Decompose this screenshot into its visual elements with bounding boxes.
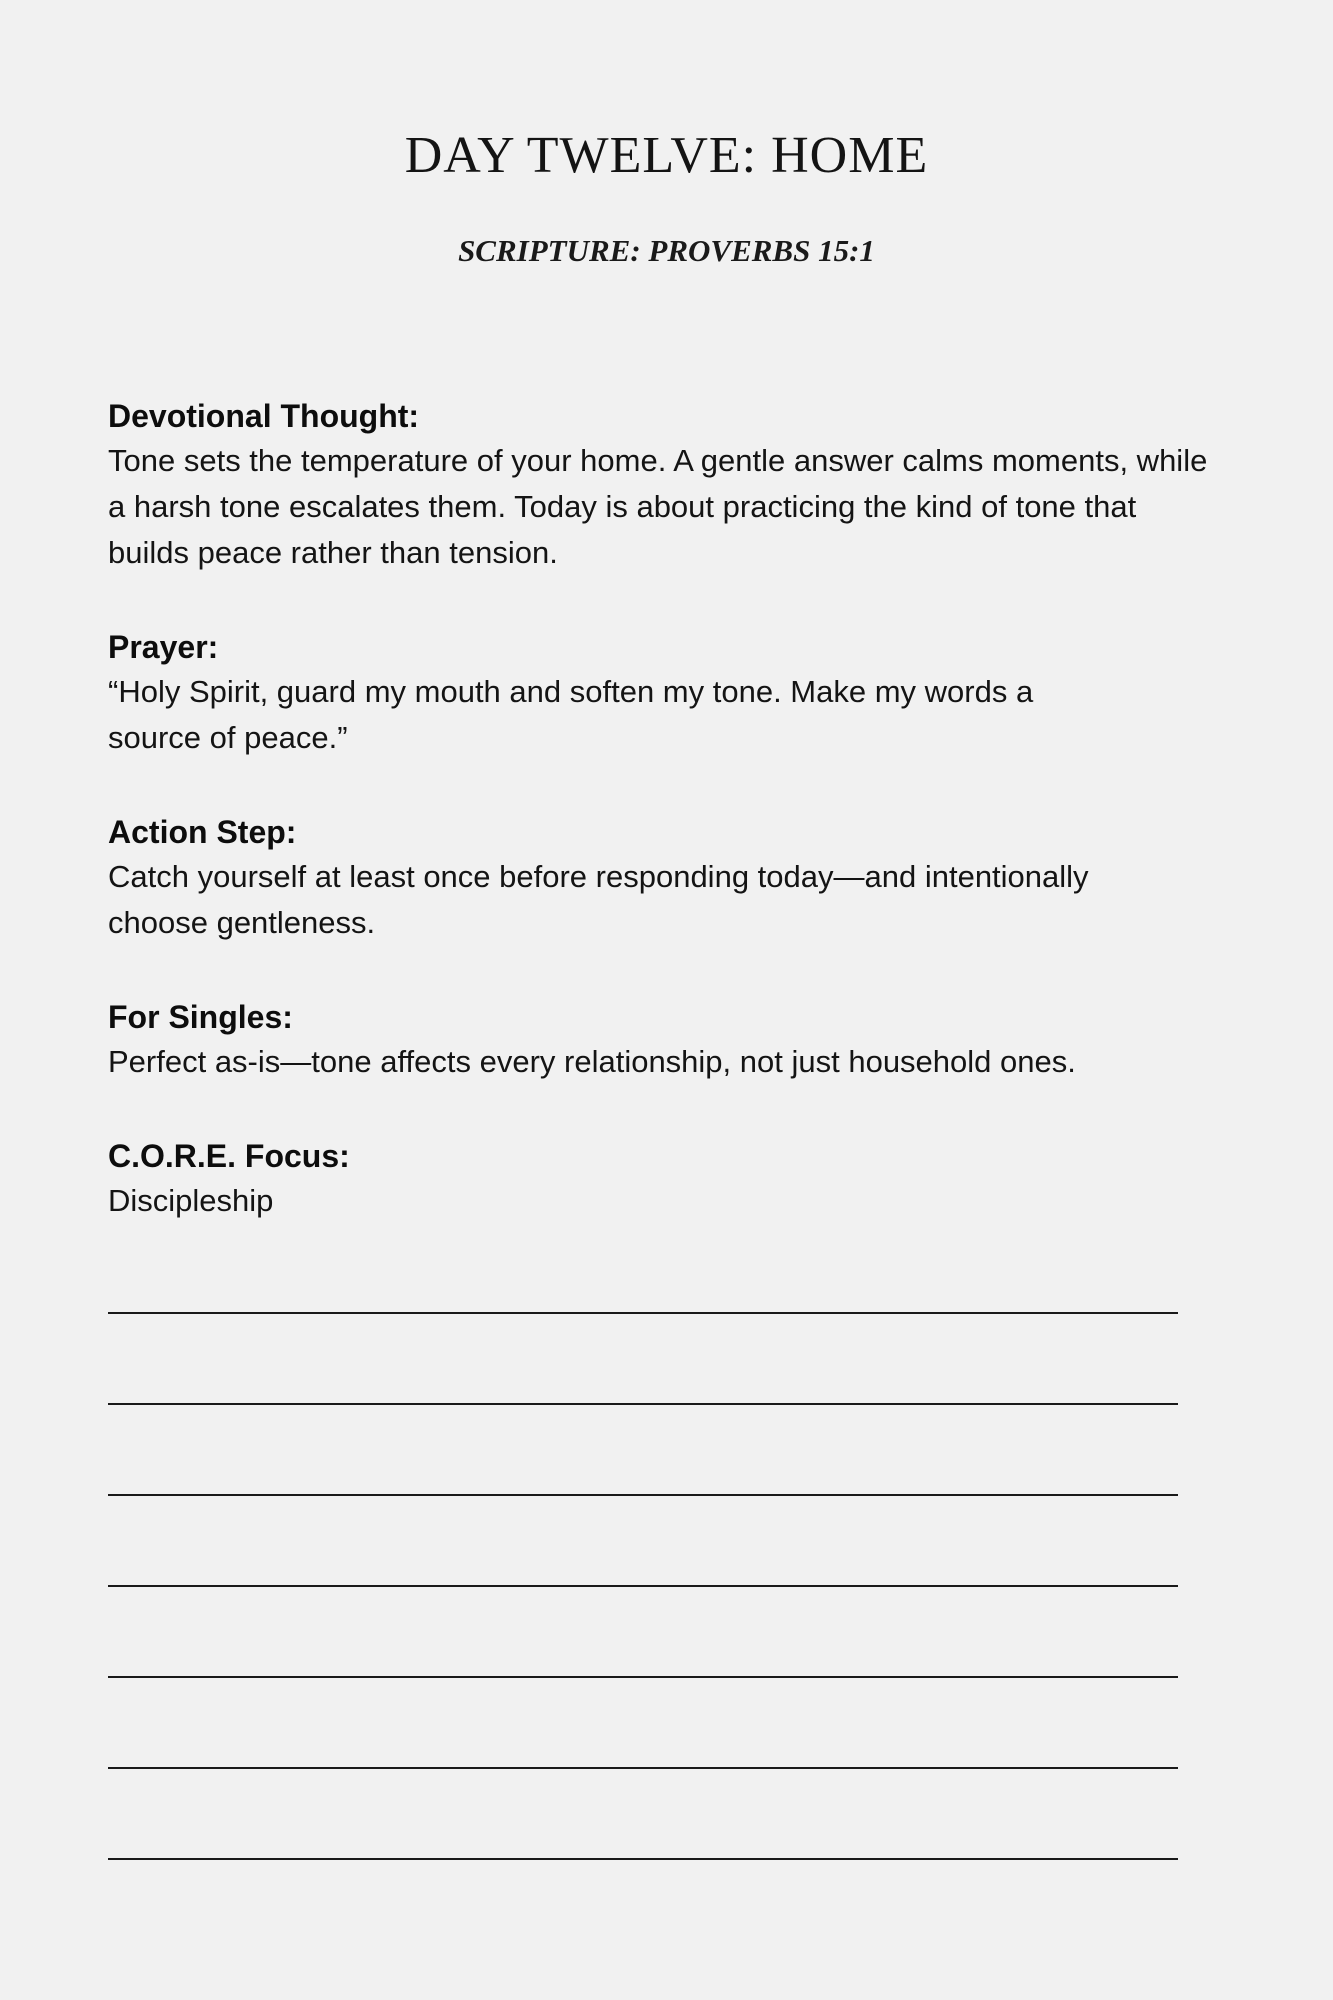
section-label: For Singles: [108,999,293,1035]
section-text: Tone sets the temperature of your home. A gentle answer calms moments, while a harsh tone escalates them. Today is about practicing the kind of tone that builds peace rather than tension. [108,443,1208,570]
writing-line[interactable] [108,1494,1178,1496]
action-step-section [108,810,1218,946]
section-label: Devotional Thought: [108,398,420,434]
section-text: “Holy Spirit, guard my mouth and soften my tone. Make my words a source of peace.” [108,674,1034,755]
section-label: Prayer: [108,629,219,665]
section-text: Discipleship [108,1183,274,1218]
section-text: Catch yourself at least once before responding today—and intentionally choose gentleness. [108,859,1089,940]
writing-lines [108,1312,1178,1949]
section-text: Perfect as-is—tone affects every relationship, not just household ones. [108,1044,1076,1079]
writing-line[interactable] [108,1312,1178,1314]
for-singles-section [108,995,1218,1085]
writing-line[interactable] [108,1858,1178,1860]
writing-line[interactable] [108,1585,1178,1587]
writing-line[interactable] [108,1767,1178,1769]
devotional-content [108,394,1218,1273]
prayer-section [108,625,1218,761]
section-label: Action Step: [108,814,297,850]
writing-line[interactable] [108,1676,1178,1678]
devotional-thought-section [108,394,1218,576]
scripture-reference: SCRIPTURE: PROVERBS 15:1 [458,233,875,268]
section-label: C.O.R.E. Focus: [108,1138,350,1174]
page-title: DAY TWELVE: HOME [404,127,929,184]
writing-line[interactable] [108,1403,1178,1405]
core-focus-section [108,1134,1218,1224]
